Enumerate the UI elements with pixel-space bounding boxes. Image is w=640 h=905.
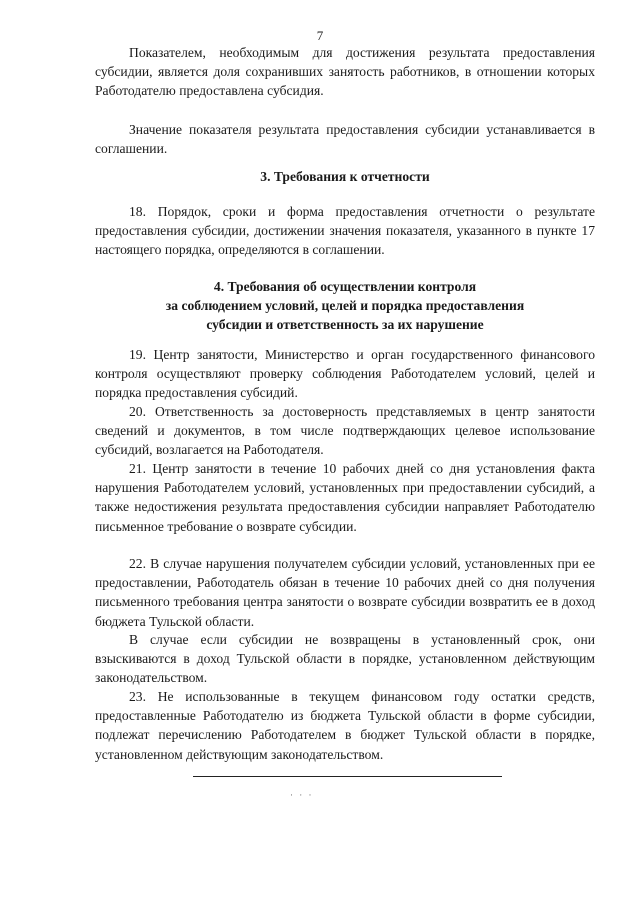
heading-section-4-line-2: за соблюдением условий, целей и порядка предоставления (165, 298, 525, 313)
paragraph-23: 23. Не использованные в текущем финансовом году остатки средств, предоставленные Работодателю из бюджета Тульской области в форме субсидии, подлежат перечислению Работодателем в бюджет Тульской области в порядке, установленном действующим законодательством. (95, 689, 595, 762)
heading-section-4 (95, 277, 595, 334)
end-divider-line (193, 776, 502, 777)
paragraph-21: 21. Центр занятости в течение 10 рабочих дней со дня установления факта нарушения Работодателем условий, установленных при предоставлении субсидий, а также недостижения результата предоставления субсидии направляет Работодателю письменное требование о возврате субсидии. (95, 461, 595, 534)
paragraph-18: 18. Порядок, сроки и форма предоставления отчетности о результате предоставления субсидии, достижении значения показателя, указанного в пункте 17 настоящего порядка, определяются в соглашении. (95, 204, 595, 258)
heading-section-4-line-3: субсидии и ответственность за их нарушение (206, 317, 484, 332)
paragraph-indicator: Показателем, необходимым для достижения результата предоставления субсидии, является доля сохранивших занятость работников, в отношении которых Работодателю предоставлена субсидия. (95, 45, 595, 99)
paragraph-indicator-value: Значение показателя результата предоставления субсидии устанавливается в соглашении. (95, 122, 595, 157)
heading-section-4-line-1: 4. Требования об осуществлении контроля (213, 279, 477, 294)
paragraph-22: 22. В случае нарушения получателем субсидии условий, установленных при ее предоставлении, Работодатель обязан в течение 10 рабочих дней со дня получения письменного требования центра занятости о возврате субсидии возвратить ее в доход бюджета Тульской области. (95, 556, 595, 629)
page-number: 7 (316, 28, 324, 43)
scan-artifact-mark: · · · (290, 790, 314, 800)
paragraph-22-continued: В случае если субсидии не возвращены в установленный срок, они взыскиваются в доход Тульской области в порядке, установленном действующим законодательством. (95, 632, 595, 686)
paragraph-20: 20. Ответственность за достоверность представляемых в центр занятости сведений и документов, в том числе подтверждающих целевое использование субсидий, возлагается на Работодателя. (95, 404, 595, 458)
heading-section-3: 3. Требования к отчетности (260, 169, 430, 184)
paragraph-19: 19. Центр занятости, Министерство и орган государственного финансового контроля осуществляют проверку соблюдения Работодателем условий, целей и порядка предоставления субсидий. (95, 347, 595, 401)
